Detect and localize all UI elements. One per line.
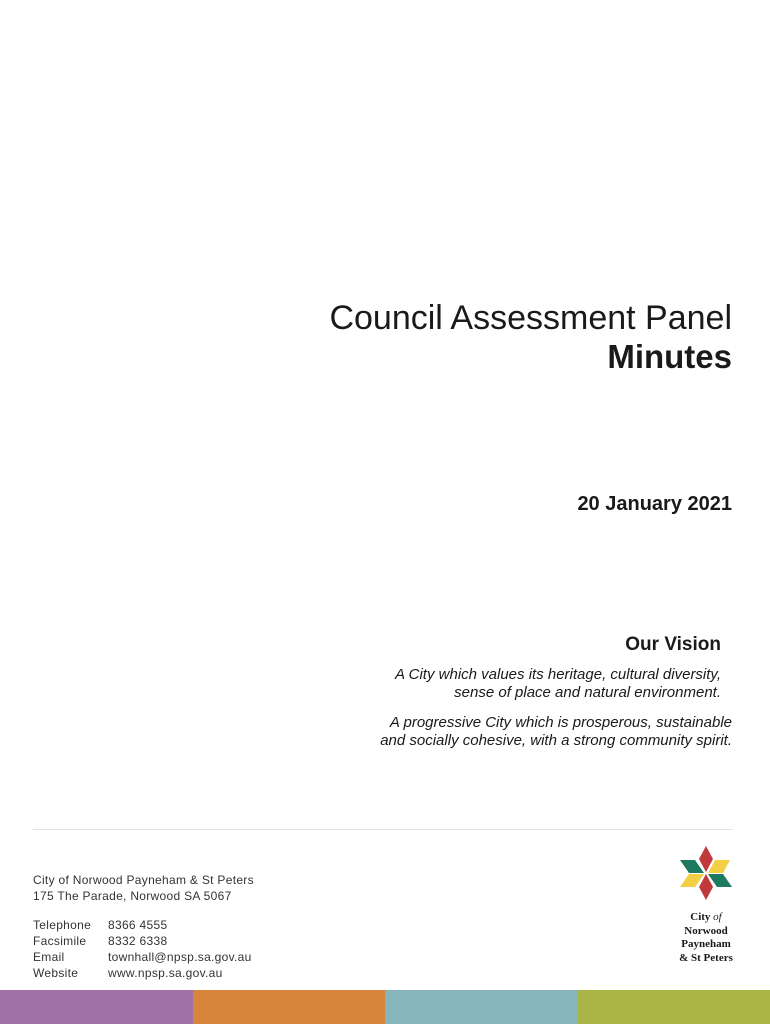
color-band-purple <box>0 990 193 1024</box>
logo-line-1: City <box>690 911 711 923</box>
vision-paragraph-2 <box>312 714 732 750</box>
contact-row-website <box>33 965 254 981</box>
contact-label: Email <box>33 950 65 964</box>
facsimile-value: 8332 6338 <box>108 934 168 948</box>
contact-row-facsimile <box>33 933 254 949</box>
contact-label: Telephone <box>33 918 92 932</box>
vision-p2-line1: A progressive City which is prosperous, sustainable <box>389 714 732 731</box>
organization-name: City of Norwood Payneham & St Peters <box>33 873 254 887</box>
logo-line-4: & St Peters <box>679 951 733 964</box>
color-band-green <box>578 990 770 1024</box>
contact-block <box>33 872 254 981</box>
contact-label: Website <box>33 966 79 980</box>
contact-row-telephone <box>33 917 254 933</box>
contact-row-email <box>33 949 254 965</box>
vision-paragraph-1 <box>312 666 721 702</box>
telephone-value: 8366 4555 <box>108 918 168 932</box>
council-logo <box>674 843 738 965</box>
title-line-1: Council Assessment Panel <box>329 299 732 337</box>
vision-section <box>312 634 732 762</box>
footer-divider <box>33 829 733 830</box>
organization-address: 175 The Parade, Norwood SA 5067 <box>33 889 232 903</box>
vision-p1-line1: A City which values its heritage, cultural diversity, <box>395 666 721 683</box>
logo-line-2: Norwood <box>684 924 728 937</box>
document-title <box>329 298 732 376</box>
vision-p1-line2: sense of place and natural environment. <box>454 684 721 701</box>
vision-heading: Our Vision <box>625 634 721 655</box>
logo-line-3: Payneham <box>681 938 731 950</box>
contact-label: Facsimile <box>33 934 87 948</box>
footer-color-bar <box>0 990 770 1024</box>
logo-wordmark <box>674 911 738 965</box>
meeting-date: 20 January 2021 <box>577 493 732 515</box>
title-line-2: Minutes <box>607 338 732 375</box>
star-logo-icon <box>678 843 734 903</box>
color-band-orange <box>193 990 386 1024</box>
email-link[interactable]: townhall@npsp.sa.gov.au <box>108 950 252 964</box>
website-link[interactable]: www.npsp.sa.gov.au <box>108 966 223 980</box>
logo-line-1-of: of <box>713 911 722 923</box>
color-band-teal <box>385 990 578 1024</box>
vision-p2-line2: and socially cohesive, with a strong community spirit. <box>380 732 732 749</box>
